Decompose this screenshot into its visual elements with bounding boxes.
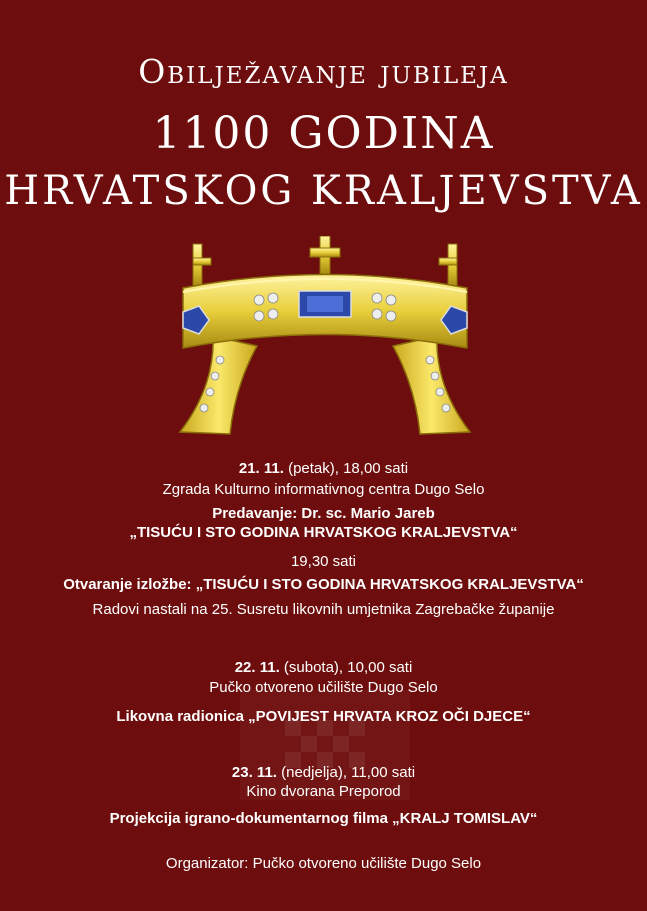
title-kingdom: HRVATSKOG KRALJEVSTVA <box>4 168 643 214</box>
crown-icon <box>175 236 475 446</box>
event1-exhibition: Otvaranje izložbe: „TISUĆU I STO GODINA HRVATSKOG KRALJEVSTVA“ <box>63 576 584 593</box>
event2-venue: Pučko otvoreno učilište Dugo Selo <box>209 679 438 696</box>
title-jubilee: Obilježavanje jubileja <box>138 52 509 91</box>
event1-date-line <box>0 460 647 478</box>
event1-time2: 19,30 sati <box>290 553 357 570</box>
event1-lecture-title: „TISUĆU I STO GODINA HRVATSKOG KRALJEVSTVA“ <box>129 524 518 541</box>
event1-exhibition-desc: Radovi nastali na 25. Susretu likovnih umjetnika Zagrebačke županije <box>92 601 555 618</box>
event3-film: Projekcija igrano-dokumentarnog filma „KRALJ TOMISLAV“ <box>109 810 538 827</box>
event2-day-time: (subota), 10,00 sati <box>279 659 413 676</box>
event1-lecture: Predavanje: Dr. sc. Mario Jareb <box>212 505 435 522</box>
event3-date-line <box>0 764 647 782</box>
event2-date: 22. 11. <box>234 659 280 676</box>
event2-date-line <box>0 659 647 677</box>
event1-venue: Zgrada Kulturno informativnog centra Dugo Selo <box>162 481 485 498</box>
event3-date: 23. 11. <box>231 764 277 781</box>
event2-workshop: Likovna radionica „POVIJEST HRVATA KROZ OČI DJECE“ <box>116 708 531 725</box>
event3-venue: Kino dvorana Preporod <box>246 783 401 800</box>
title-1100-years: 1100 GODINA <box>152 108 495 159</box>
event3-day-time: (nedjelja), 11,00 sati <box>276 764 416 781</box>
event1-date: 21. 11. <box>238 460 284 477</box>
event1-day-time: (petak), 18,00 sati <box>283 460 409 477</box>
organizer: Organizator: Pučko otvoreno učilište Dugo Selo <box>165 855 482 872</box>
